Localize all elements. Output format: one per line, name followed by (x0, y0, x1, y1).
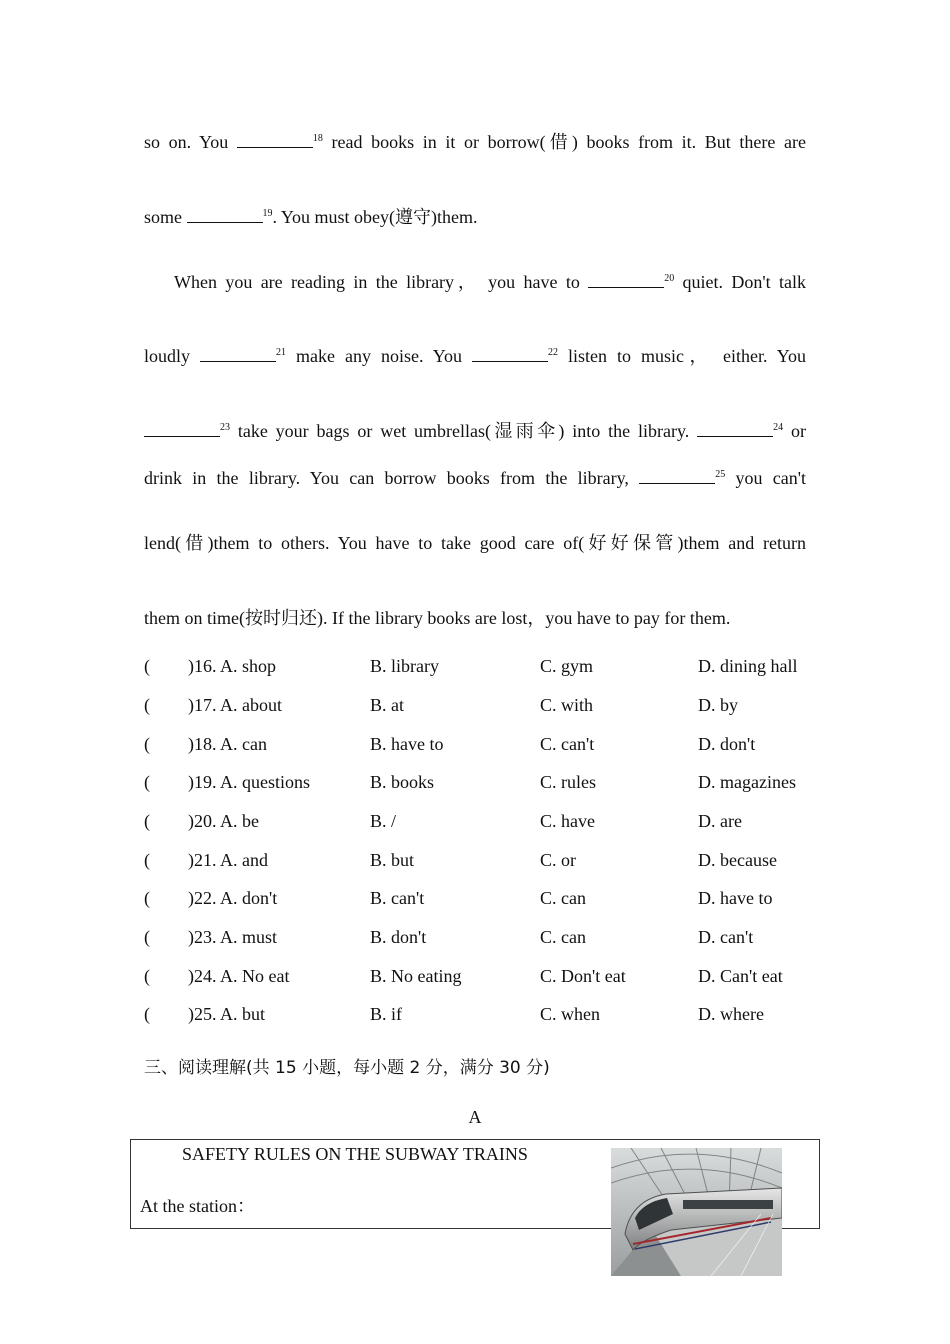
question-17: ( )17. A. about B. at C. with D. by (144, 695, 738, 715)
option-b: B. can't (370, 888, 425, 908)
question-19: ( )19. A. questions B. books C. rules D. magazines (144, 772, 796, 792)
option-b: B. library (370, 656, 439, 676)
option-b: B. books (370, 772, 435, 792)
option-c: C. gym (540, 656, 594, 676)
answer-blank-23[interactable] (144, 420, 220, 437)
rules-title: SAFETY RULES ON THE SUBWAY TRAINS (182, 1144, 528, 1164)
option-c: C. can't (540, 734, 595, 754)
option-c: C. can (540, 927, 586, 947)
option-b: B. don't (370, 927, 427, 947)
answer-paren[interactable]: ( (144, 695, 150, 715)
answer-paren[interactable]: ( (144, 888, 150, 908)
option-c: C. can (540, 888, 586, 908)
option-c: C. Don't eat (540, 966, 626, 986)
passage-line-4: loudly $^{21}$ make any noise. You $^{22}$ listen to music， either. You (144, 346, 806, 366)
question-21: ( )21. A. and B. but C. or D. because (144, 850, 777, 870)
option-d: D. can't (698, 927, 754, 947)
passage-line-1: so on. You $^{18}$ read books in it or borrow(借) books from it. But there are (144, 132, 806, 152)
option-c: C. have (540, 811, 595, 831)
passage-label: A (468, 1107, 482, 1127)
answer-paren[interactable]: ( (144, 850, 150, 870)
option-c: C. rules (540, 772, 596, 792)
answer-paren[interactable]: ( (144, 656, 150, 676)
question-18: ( )18. A. can B. have to C. can't D. don't (144, 734, 756, 754)
passage-line-7: lend(借)them to others. You have to take good care of(好好保管)them and return (144, 533, 806, 553)
answer-paren[interactable]: ( (144, 811, 150, 831)
passage-line-3: When you are reading in the library， you have to $^{20}$ quiet. Don't talk (174, 272, 806, 292)
option-d: D. Can't eat (698, 966, 783, 986)
question-16: ( )16. A. shop B. library C. gym D. dining hall (144, 656, 798, 676)
option-d: D. are (698, 811, 742, 831)
answer-paren[interactable]: ( (144, 966, 150, 986)
question-23: ( )23. A. must B. don't C. can D. can't (144, 927, 754, 947)
answer-blank-24[interactable] (697, 420, 773, 437)
passage-line-2: some $^{19}$. You must obey(遵守)them. (144, 207, 478, 227)
question-22: ( )22. A. don't B. can't C. can D. have to (144, 888, 773, 908)
option-d: D. dining hall (698, 656, 798, 676)
passage-line-6: drink in the library. You can borrow books from the library, $^{25}$ you can't (144, 468, 806, 488)
question-25: ( )25. A. but B. if C. when D. where (144, 1004, 764, 1024)
rules-subheading: At the station： (140, 1196, 255, 1216)
passage-line-5: $^{23}$ take your bags or wet umbrellas(湿雨伞) into the library. $^{24}$ or (144, 419, 806, 443)
answer-blank-25[interactable] (639, 467, 715, 484)
question-20: ( )20. A. be B. / C. have D. are (144, 811, 742, 831)
option-b: B. No eating (370, 966, 462, 986)
answer-blank-20[interactable] (588, 271, 664, 288)
answer-paren[interactable]: ( (144, 734, 150, 754)
option-c: C. when (540, 1004, 600, 1024)
option-d: D. where (698, 1004, 764, 1024)
option-b: B. if (370, 1004, 403, 1024)
section-heading: 三、阅读理解(共 15 小题，每小题 2 分，满分 30 分) (144, 1058, 550, 1078)
answer-blank-21[interactable] (200, 345, 276, 362)
answer-paren[interactable]: ( (144, 1004, 150, 1024)
question-24: ( )24. A. No eat B. No eating C. Don't eat D. Can't eat (144, 966, 783, 986)
answer-blank-22[interactable] (472, 345, 548, 362)
option-b: B. / (370, 811, 397, 831)
answer-paren[interactable]: ( (144, 772, 150, 792)
option-d: D. have to (698, 888, 773, 908)
option-d: D. don't (698, 734, 756, 754)
answer-blank-18[interactable] (237, 131, 313, 148)
subway-train-photo (611, 1148, 782, 1276)
answer-paren[interactable]: ( (144, 927, 150, 947)
option-d: D. magazines (698, 772, 796, 792)
passage-line-8: them on time(按时归还). If the library books are lost，you have to pay for them. (144, 608, 731, 628)
option-b: B. but (370, 850, 415, 870)
option-c: C. or (540, 850, 576, 870)
option-d: D. by (698, 695, 738, 715)
option-b: B. have to (370, 734, 444, 754)
option-d: D. because (698, 850, 777, 870)
option-b: B. at (370, 695, 404, 715)
option-c: C. with (540, 695, 594, 715)
answer-blank-19[interactable] (187, 206, 263, 223)
